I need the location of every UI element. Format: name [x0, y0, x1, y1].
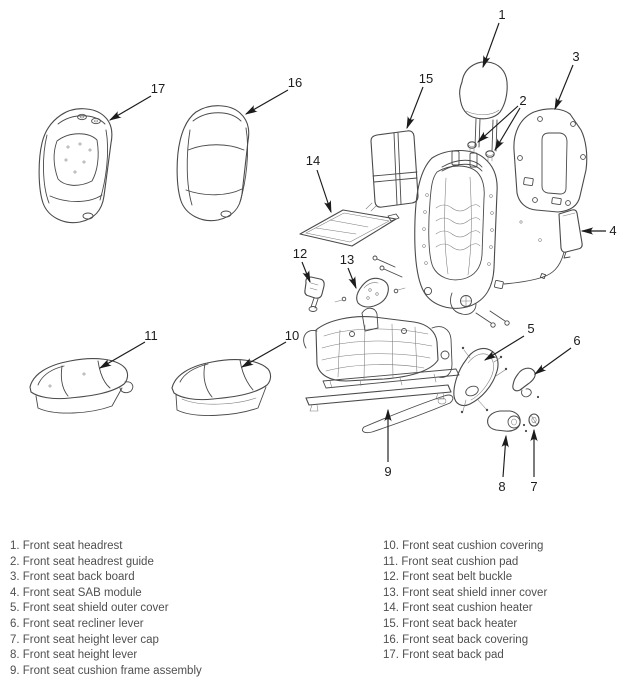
callout-9-number: 9 [384, 464, 392, 479]
callout-4 [582, 223, 617, 238]
callout-6 [535, 333, 581, 374]
legend-item-3: 3. Front seat back board [10, 571, 135, 584]
legend-item-7: 7. Front seat height lever cap [10, 633, 159, 646]
callout-8-number: 8 [498, 479, 506, 494]
part-cushion-covering [172, 360, 271, 416]
callout-11-number: 11 [144, 328, 158, 343]
callout-13 [340, 252, 356, 288]
callout-7-number: 7 [530, 479, 538, 494]
legend-item-10: 10. Front seat cushion covering [383, 540, 544, 552]
legend-item-4: 4. Front seat SAB module [10, 586, 142, 599]
callout-16-number: 16 [287, 75, 303, 90]
callout-7 [530, 430, 537, 494]
part-cushion-frame-assembly [304, 308, 459, 411]
callout-1-number: 1 [498, 7, 506, 22]
legend-item-12: 12. Front seat belt buckle [383, 571, 513, 584]
part-height-lever [488, 411, 527, 432]
callout-8 [498, 436, 506, 494]
callout-17 [110, 81, 165, 120]
part-back-board [514, 109, 587, 212]
part-recliner-lever [513, 368, 539, 398]
callout-1 [483, 7, 506, 67]
part-back-covering [177, 106, 249, 221]
callout-14-number: 14 [305, 153, 321, 168]
sab-wiring-cable [494, 252, 564, 289]
part-back-pad [39, 109, 112, 223]
legend-left-column [10, 539, 202, 679]
callout-10-number: 10 [284, 328, 300, 343]
callout-3-number: 3 [572, 49, 580, 64]
legend-item-13: 13. Front seat shield inner cover [383, 586, 548, 599]
seatback-frame-assembly [415, 151, 497, 315]
callout-2-number: 2 [519, 93, 527, 108]
callout-6-number: 6 [573, 333, 581, 348]
callout-15 [407, 71, 433, 128]
legend-item-2: 2. Front seat headrest guide [10, 555, 154, 568]
legend-item-17: 17. Front seat back pad [383, 649, 504, 662]
legend-item-16: 16. Front seat back covering [383, 633, 529, 646]
part-shield-inner-cover [335, 278, 405, 307]
callout-3 [555, 49, 580, 109]
legend-item-6: 6. Front seat recliner lever [10, 617, 144, 630]
legend-item-15: 15. Front seat back heater [383, 617, 518, 630]
legend-right-column [383, 539, 547, 664]
legend-item-11: 11. Front seat cushion pad [383, 555, 519, 568]
callout-12-number: 12 [292, 246, 308, 261]
callout-5-number: 5 [527, 321, 535, 336]
callout-12 [293, 246, 310, 282]
callout-11 [100, 328, 158, 368]
part-back-heater [366, 131, 418, 211]
callout-14 [306, 153, 331, 212]
legend-item-8: 8. Front seat height lever [10, 649, 138, 662]
legend-item-14: 14. Front seat cushion heater [383, 602, 533, 615]
part-sab-module [559, 210, 582, 258]
part-height-lever-cap [529, 414, 539, 426]
callout-9 [384, 410, 391, 479]
callout-13-number: 13 [339, 252, 355, 267]
legend-item-1: 1. Front seat headrest [10, 540, 123, 552]
part-cushion-heater [300, 210, 399, 246]
part-cushion-pad [30, 359, 133, 414]
callout-17-number: 17 [150, 81, 166, 96]
callout-15-number: 15 [418, 71, 434, 86]
part-belt-buckle [305, 277, 324, 312]
callout-2 [478, 93, 527, 150]
callout-4-number: 4 [609, 223, 617, 238]
callout-16 [246, 75, 302, 114]
legend-item-9: 9. Front seat cushion frame assembly [10, 664, 202, 677]
legend-item-5: 5. Front seat shield outer cover [10, 602, 169, 615]
